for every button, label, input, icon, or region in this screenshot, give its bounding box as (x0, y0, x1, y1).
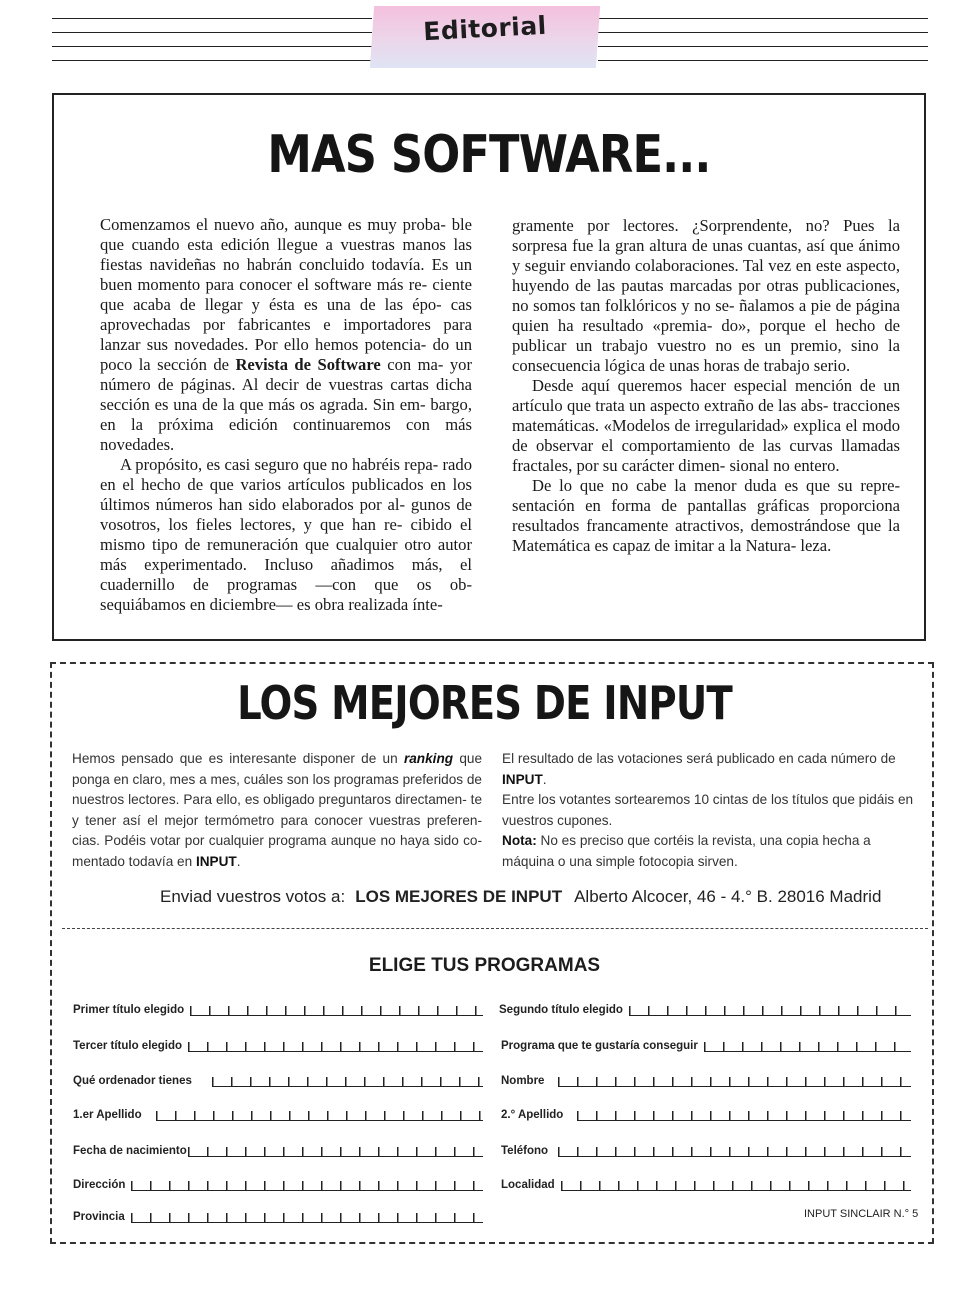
send-prefix: Enviad vuestros votos a: (160, 887, 346, 906)
letter-boxes[interactable] (131, 1181, 483, 1191)
paragraph-text: con ma- yor número de páginas. Al decir de vuestras cartas dicha sección es una de la que más os agrada. Sin em- bargo, en la próxima edición continuaremos con más novedades. (100, 355, 472, 454)
letter-boxes[interactable] (558, 1147, 911, 1157)
ranking-paragraph: Entre los votantes sortearemos 10 cintas de los títulos que pidáis en vuestros cupones. (502, 792, 914, 828)
send-name: LOS MEJORES DE INPUT (355, 887, 563, 906)
letter-boxes[interactable] (131, 1213, 483, 1223)
field-apellido2[interactable] (501, 1103, 911, 1121)
letter-boxes[interactable] (704, 1042, 911, 1052)
field-primer-titulo[interactable] (73, 998, 483, 1016)
brand-name: INPUT (195, 853, 237, 869)
cut-line (62, 928, 928, 929)
field-label: Fecha de nacimiento (73, 1145, 187, 1157)
letter-boxes[interactable] (629, 1006, 911, 1016)
field-label: Localidad (501, 1179, 555, 1191)
field-label: Provincia (73, 1211, 125, 1223)
issue-reference: INPUT SINCLAIR N.° 5 (804, 1208, 919, 1220)
section-label: Editorial (422, 10, 548, 47)
field-label: 2.° Apellido (501, 1109, 564, 1121)
ranking-paragraph (72, 749, 482, 872)
header-rule-right (598, 18, 928, 68)
field-telefono[interactable] (501, 1139, 911, 1157)
text: Hemos pensado que es interesante disponer de un (72, 751, 398, 766)
field-provincia[interactable] (73, 1205, 483, 1223)
field-apellido1[interactable] (73, 1103, 483, 1121)
header-rule-left (52, 18, 372, 68)
editorial-box (52, 93, 926, 641)
form-title: ELIGE TUS PROGRAMAS (368, 955, 601, 976)
field-tercer-titulo[interactable] (73, 1034, 483, 1052)
editorial-column-left (100, 215, 472, 615)
text: . (542, 771, 547, 787)
field-label: Teléfono (501, 1145, 549, 1157)
editorial-paragraph: A propósito, es casi seguro que no habréis repa- rado en el hecho de que varios artículos publicados en los últimos números han sido elaborados por al- gunos de vosotros, los fieles lectores, y que han re- cibido el mismo tipo de remuneración que cualquier otro autor más experimentado. Incluso añadimos más, el cuadernillo de programas —con que os ob- sequiábamos en diciembre— es obra realizada ínte- (100, 455, 472, 614)
field-label: Dirección (73, 1179, 126, 1191)
field-fecha-nacimiento[interactable] (73, 1139, 483, 1157)
text: El resultado de las votaciones será publicado en cada número de (502, 751, 896, 766)
letter-boxes[interactable] (558, 1077, 911, 1087)
letter-boxes[interactable] (212, 1077, 483, 1087)
ranking-intro-right (502, 749, 914, 872)
field-label: Primer título elegido (73, 1004, 185, 1016)
letter-boxes[interactable] (561, 1181, 911, 1191)
editorial-paragraph: Desde aquí queremos hacer especial mención de un artículo que trata un aspecto extraño de las abs- tracciones matemáticas. «Modelos de irregularidad» explica el modo de observar el comportamiento de las curvas llamadas fractales, por su carácter dimen- sional no entero. (512, 376, 900, 475)
field-nombre[interactable] (501, 1069, 911, 1087)
field-localidad[interactable] (501, 1173, 911, 1191)
text: que ponga en claro, mes a mes, cuáles son los programas preferidos de nuestros lectores. Para ello, es obligado preguntaros directamen- te y tener así el mejor termómetro para conocer vuestras preferen- cias. Podéis votar por cualquier programa aunque no haya sido co- mentado todavía en (72, 751, 483, 869)
field-ordenador[interactable] (73, 1069, 483, 1087)
brand-name: INPUT (502, 771, 543, 787)
note-paragraph (502, 831, 914, 872)
field-segundo-titulo[interactable] (499, 998, 911, 1016)
editorial-title: MAS SOFTWARE... (267, 125, 711, 185)
field-label: Programa que te gustaría conseguir (501, 1040, 698, 1052)
letter-boxes[interactable] (188, 1147, 483, 1157)
note-label: Nota: (502, 833, 537, 848)
ranking-paragraph (502, 749, 914, 790)
send-address: Alberto Alcocer, 46 - 4.° B. 28016 Madrid (574, 887, 882, 906)
section-name: Revista de Software (235, 355, 381, 374)
letter-boxes[interactable] (156, 1111, 483, 1121)
letter-boxes[interactable] (190, 1006, 483, 1016)
ranking-title: LOS MEJORES DE INPUT (237, 676, 732, 730)
editorial-paragraph (100, 215, 472, 455)
paragraph-text: Comenzamos el nuevo año, aunque es muy proba- ble que cuando esta edición llegue a vuestras manos las fiestas navideñas no habrán concluido todavía. Es un buen momento para conocer el software más re- ciente que acaba de llegar y ésta es una de las épo- cas aprovechadas por fabricantes e importadores para lanzar sus novedades. Por ello hemos potencia- do un poco la sección de (100, 215, 472, 374)
text: . (236, 853, 241, 869)
field-programa-conseguir[interactable] (501, 1034, 911, 1052)
letter-boxes[interactable] (188, 1042, 483, 1052)
field-direccion[interactable] (73, 1173, 483, 1191)
ranking-intro-left (72, 749, 482, 872)
send-address-line (160, 887, 881, 907)
editorial-column-right (512, 216, 900, 556)
field-label: 1.er Apellido (73, 1109, 142, 1121)
field-label: Nombre (501, 1075, 545, 1087)
field-label: Tercer título elegido (73, 1040, 183, 1052)
field-label: Qué ordenador tienes (73, 1075, 192, 1087)
editorial-paragraph: De lo que no cabe la menor duda es que su repre- sentación en forma de pantallas gráficas proporciona resultados francamente atractivos, demostrándose que la Matemática es capaz de imitar a la Natura- leza. (512, 476, 900, 555)
field-label: Segundo título elegido (499, 1004, 623, 1016)
letter-boxes[interactable] (577, 1111, 911, 1121)
note-text: No es preciso que cortéis la revista, una copia hecha a máquina o una simple fotocopia sirven. (502, 833, 871, 869)
emphasis: ranking (403, 751, 454, 766)
editorial-paragraph: gramente por lectores. ¿Sorprendente, no? Pues la sorpresa fue la gran altura de unas cuantas, así que ánimo y seguir enviando colaboraciones. Tal vez en este aspecto, huyendo de las pautas marcadas por otras publicaciones, no somos tan folklóricos y no se- ñalamos a pie de página quien ha resultado «premia- do», porque el hecho de publicar un trabajo vuestro no es un premio, sino la consecuencia lógica de unas horas de trabajo serio. (512, 216, 900, 375)
